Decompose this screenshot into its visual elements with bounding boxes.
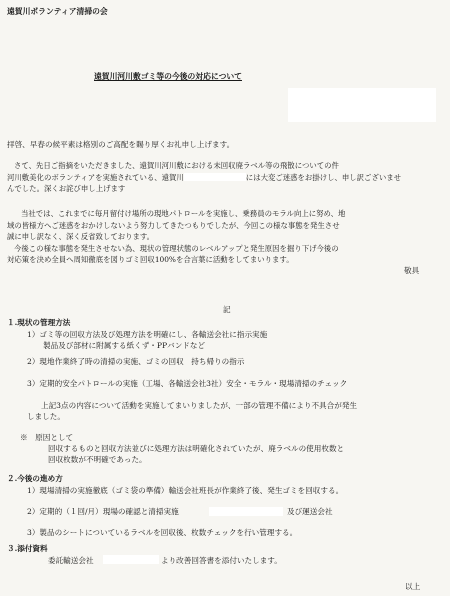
redaction-inline-2 — [209, 507, 283, 516]
section-1-cause-label: ※ 原因として — [20, 433, 74, 442]
paragraph-1-line-2a: 河川敷美化のボランティアを実施されている、遠賀川 — [7, 172, 184, 182]
ijou: 以上 — [405, 582, 421, 591]
paragraph-2-line-4: 今後この様な事態を発生させない為、現状の管理状態のレベルアップと発生原因を掘り下げ今後の — [14, 243, 339, 253]
paragraph-1 — [7, 160, 437, 195]
section-2-heading: ２.今後の進め方 — [7, 474, 63, 483]
section-2-item-2: 2）定期的（１回/月）現場の確認と清掃実施 — [27, 507, 179, 516]
section-1-item-3: 3）定期的安全パトロールの実施（工場、各輸送会社3社）安全・モラル・現場清掃のチェック — [27, 379, 348, 388]
section-1-item-1-detail: 製品及び部材に附属する紙くず・PPバンドなど — [43, 341, 206, 350]
section-1-item-1: 1）ゴミ等の回収方法及び処理方法を明確にし、各輸送会社に指示実施 — [27, 330, 268, 339]
keigu: 敬具 — [404, 266, 420, 275]
section-1-item-2: 2）現地作業終了時の清掃の実施、ゴミの回収 持ち帰りの指示 — [27, 357, 245, 366]
section-2-item-2-tail: 及び運送会社 — [287, 507, 333, 516]
organization-name: 遠賀川ボランティア清掃の会 — [7, 7, 108, 16]
redaction-inline — [184, 173, 246, 181]
section-1-cause-2: 回収枚数が不明確であった。 — [48, 455, 147, 464]
paragraph-2-line-3: 誠に申し訳なく、深く反省致しております。 — [7, 232, 155, 241]
section-1-heading: １.現状の管理方法 — [7, 318, 71, 327]
paragraph-2 — [7, 208, 437, 266]
paragraph-2-line-5: 対応策を決め全員へ周知徹底を図りゴミ回収100%を合言葉に活動をしてまいります。 — [7, 255, 294, 264]
section-3-line-b: より改善回答書を添付いたします。 — [161, 556, 282, 565]
section-3-line-a: 委託輸送会社 — [48, 556, 94, 565]
section-3-heading: ３.添付資料 — [7, 544, 48, 553]
paragraph-1-line-2 — [7, 172, 437, 184]
greeting-line: 拝啓、早春の候平素は格別のご高配を賜り厚くお礼申し上げます。 — [7, 140, 235, 149]
section-1-cause-1: 回収するものと回収方法並びに処理方法は明確化されていたが、廃ラベルの使用枚数と — [48, 444, 345, 453]
paragraph-1-line-3: んでした。深くお詫び申し上げます — [7, 184, 126, 193]
paragraph-2-line-1: 当社では、これまでに毎月留付け場所の現地パトロールを実施し、乗務員のモラル向上に努め、地 — [21, 209, 346, 218]
paragraph-2-line-2: 域の皆様方へご迷惑をおかけしないよう努力してきたつもりでしたが、今回この様な事態を発生させ — [7, 220, 340, 230]
paragraph-1-line-1: さて、先日ご指摘をいただきました、遠賀川河川敷における未回収廃ラベル等の飛散についての件 — [14, 161, 339, 170]
section-1-summary-1: 上記3点の内容について活動を実施してまいりましたが、一部の管理不備により不具合が発生 — [41, 401, 358, 410]
redaction-inline-3 — [103, 555, 159, 564]
ki-label: 記 — [223, 305, 231, 314]
section-1-summary-2: しました。 — [27, 412, 65, 421]
section-2-item-3: 3）製品のシートについているラベルを回収後、枚数チェックを行い管理する。 — [27, 528, 298, 537]
redaction-block — [288, 88, 436, 122]
section-2-item-1: 1）現場清掃の実施徹底（ゴミ袋の準備）輸送会社班長が作業終了後、発生ゴミを回収する。 — [27, 486, 344, 495]
document-title: 遠賀川河川敷ゴミ等の今後の対応について — [94, 72, 242, 81]
paragraph-1-line-2b: には大変ご迷惑をお掛けし、申し訳ございませ — [245, 172, 402, 182]
